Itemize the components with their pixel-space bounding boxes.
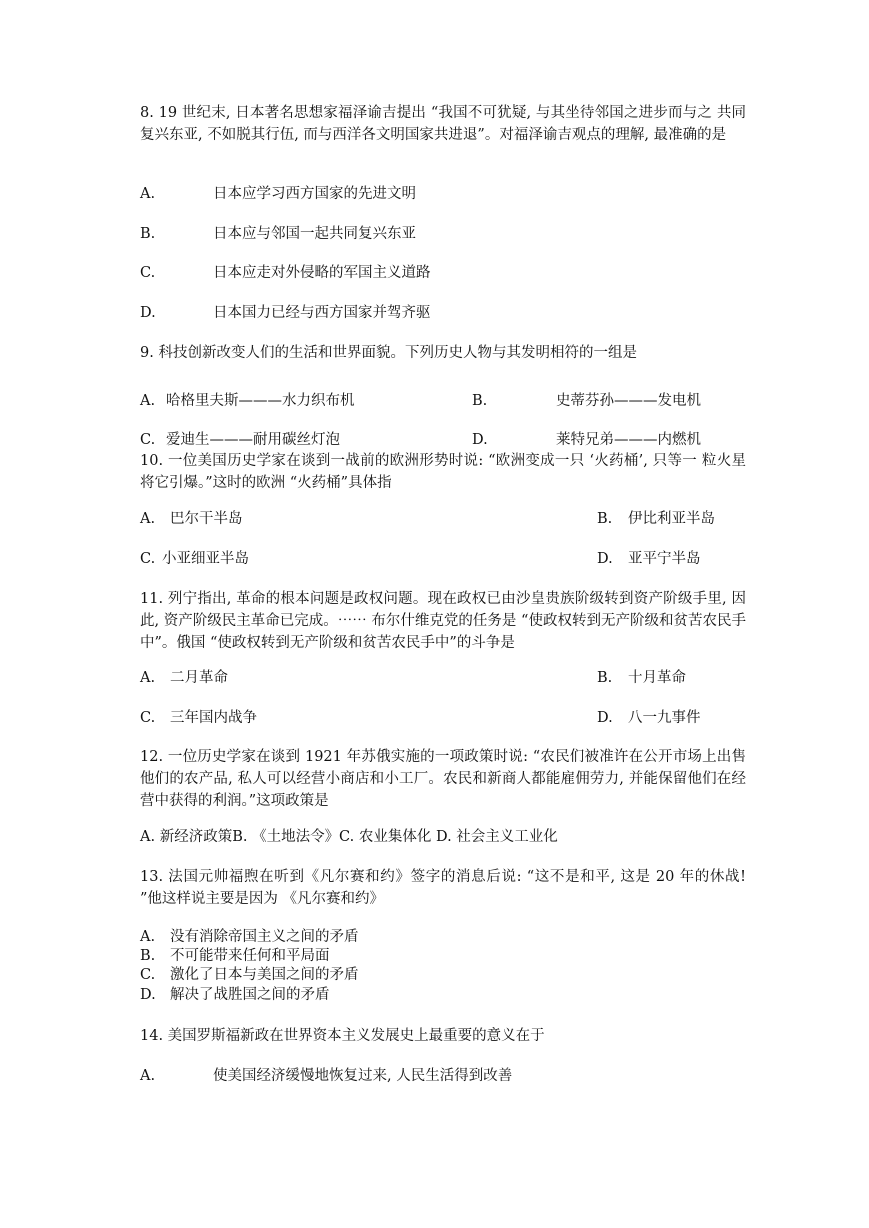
q8-option-d-text: 日本国力已经与西方国家并驾齐驱 — [213, 305, 431, 321]
q9-option-a-text: 哈格里夫斯———水力织布机 — [166, 393, 355, 409]
q11-option-b-letter[interactable]: B. — [597, 670, 613, 686]
q14-option-a-text: 使美国经济缓慢地恢复过来, 人民生活得到改善 — [213, 1068, 513, 1084]
question-8-stem: 8. 19 世纪末, 日本著名思想家福泽谕吉提出 “我国不可犹疑, 与其坐待邻国之进步而与之 共同复兴东亚, 不如脱其行伍, 而与西洋各文明国家共进退”。对福泽谕吉观点的理解, 最准确的是 — [140, 105, 746, 143]
q11-option-d-letter[interactable]: D. — [597, 710, 613, 726]
q14-option-a-letter[interactable]: A. — [140, 1068, 156, 1084]
q10-option-b-letter[interactable]: B. — [597, 511, 613, 527]
q11-option-a-letter[interactable]: A. — [140, 670, 156, 686]
q10-option-b-text: 伊比利亚半岛 — [628, 511, 715, 527]
question-9-stem: 9. 科技创新改变人们的生活和世界面貌。下列历史人物与其发明相符的一组是 — [140, 345, 637, 361]
q10-option-c-text: 小亚细亚半岛 — [162, 551, 249, 567]
q9-option-d-text: 莱特兄弟———内燃机 — [556, 432, 701, 448]
q11-option-b-text: 十月革命 — [628, 670, 686, 686]
q11-option-c-letter[interactable]: C. — [140, 710, 156, 726]
q13-option-c-text: 激化了日本与美国之间的矛盾 — [170, 967, 359, 983]
question-12-stem: 12. 一位历史学家在谈到 1921 年苏俄实施的一项政策时说: “农民们被准许在公开市场上出售他们的农产品, 私人可以经营小商店和小工厂。农民和新商人都能雇佣劳力, 并能保留他们在经营中获得的利润。”这项政策是 — [140, 749, 746, 809]
q8-option-a-letter[interactable]: A. — [140, 186, 156, 202]
q10-option-d-text: 亚平宁半岛 — [628, 551, 701, 567]
q8-option-c-text: 日本应走对外侵略的军国主义道路 — [213, 265, 431, 281]
q13-option-b-letter[interactable]: B. — [140, 948, 156, 964]
q10-option-a-letter[interactable]: A. — [140, 511, 156, 527]
q11-option-c-text: 三年国内战争 — [170, 710, 257, 726]
q9-option-b-letter[interactable]: B. — [472, 393, 488, 409]
q12-options-line[interactable]: A. 新经济政策B. 《土地法令》C. 农业集体化 D. 社会主义工业化 — [140, 829, 558, 845]
q10-option-a-text: 巴尔干半岛 — [170, 511, 243, 527]
q9-option-b-text: 史蒂芬孙———发电机 — [556, 393, 701, 409]
q13-option-d-text: 解决了战胜国之间的矛盾 — [170, 987, 330, 1003]
q13-option-a-letter[interactable]: A. — [140, 929, 156, 945]
q8-option-b-letter[interactable]: B. — [140, 226, 156, 242]
q8-option-a-text: 日本应学习西方国家的先进文明 — [213, 186, 416, 202]
q8-option-b-text: 日本应与邻国一起共同复兴东亚 — [213, 226, 416, 242]
q13-option-b-text: 不可能带来任何和平局面 — [170, 948, 330, 964]
question-13-stem: 13. 法国元帅福煦在听到《凡尔赛和约》签字的消息后说: “这不是和平, 这是 20 年的休战! ”他这样说主要是因为 《凡尔赛和约》 — [140, 869, 746, 907]
q13-option-a-text: 没有消除帝国主义之间的矛盾 — [170, 929, 359, 945]
q11-option-d-text: 八一九事件 — [628, 710, 701, 726]
q10-option-d-letter[interactable]: D. — [597, 551, 613, 567]
question-11-stem: 11. 列宁指出, 革命的根本问题是政权问题。现在政权已由沙皇贵族阶级转到资产阶级手里, 因此, 资产阶级民主革命已完成。⋯⋯ 布尔什维克党的任务是 “使政权转到无产阶级和贫苦农民手中”。俄国 “使政权转到无产阶级和贫苦农民手中”的斗争是 — [140, 591, 746, 651]
q8-option-c-letter[interactable]: C. — [140, 265, 156, 281]
q8-option-d-letter[interactable]: D. — [140, 305, 156, 321]
q9-option-c-text: 爱迪生———耐用碳丝灯泡 — [166, 432, 340, 448]
q13-option-d-letter[interactable]: D. — [140, 987, 156, 1003]
question-14-stem: 14. 美国罗斯福新政在世界资本主义发展史上最重要的意义在于 — [140, 1028, 545, 1044]
q10-option-c-letter[interactable]: C. — [140, 551, 156, 567]
question-10-stem: 10. 一位美国历史学家在谈到一战前的欧洲形势时说: “欧洲变成一只 ‘火药桶’, 只等一 粒火星将它引爆。”这时的欧洲 “火药桶”具体指 — [140, 453, 746, 491]
q9-option-a-letter[interactable]: A. — [140, 393, 156, 409]
q9-option-d-letter[interactable]: D. — [472, 432, 488, 448]
q9-option-c-letter[interactable]: C. — [140, 432, 156, 448]
q13-option-c-letter[interactable]: C. — [140, 967, 156, 983]
q11-option-a-text: 二月革命 — [170, 670, 228, 686]
